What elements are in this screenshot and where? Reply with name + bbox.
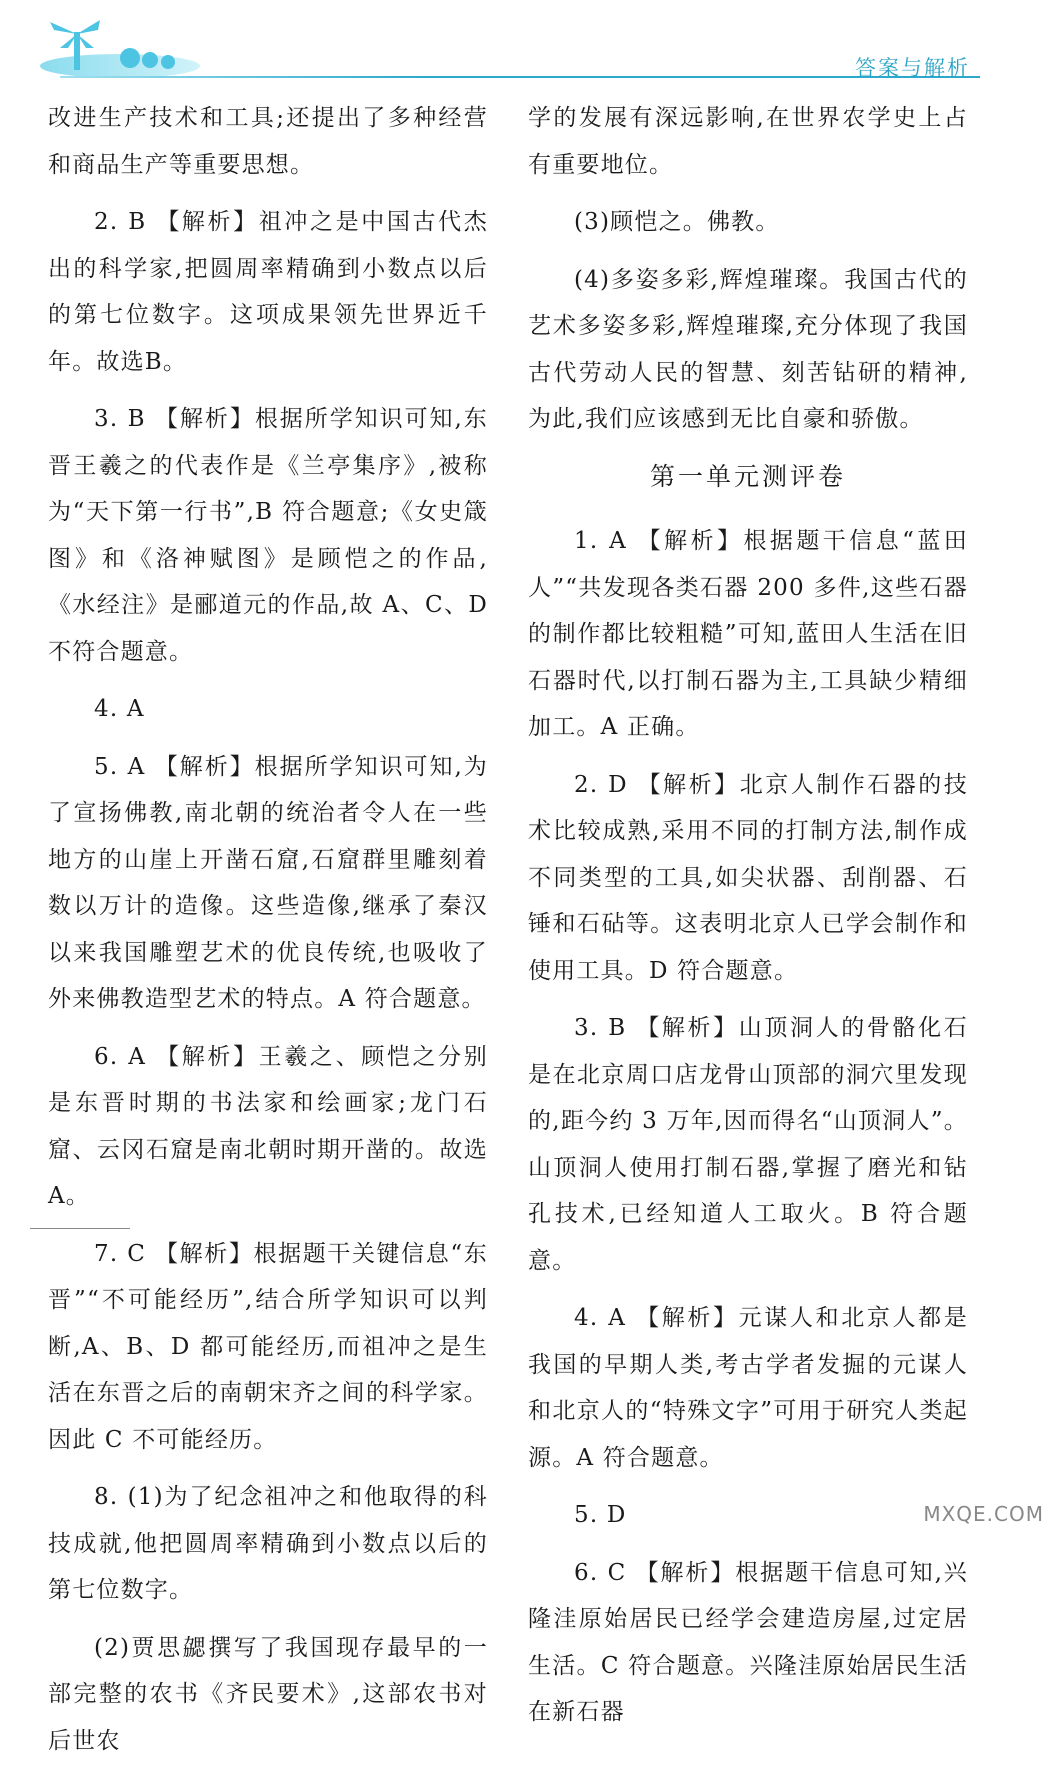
unit-answer-4: 4. A 【解析】元谋人和北京人都是我国的早期人类,考古学者发掘的元谋人和北京人的“特殊文字”可用于研究人类起源。A 符合题意。	[528, 1305, 968, 1471]
answer-8-1: 8. (1)为了纪念祖冲之和他取得的科技成就,他把圆周率精确到小数点以后的第七位数字。	[48, 1484, 488, 1603]
left-divider	[30, 1228, 130, 1229]
answer-3: 3. B 【解析】根据所学知识可知,东晋王羲之的代表作是《兰亭集序》,被称为“天下第一行书”,B 符合题意;《女史箴图》和《洛神赋图》是顾恺之的作品,《水经注》是郦道元的作品,故 A、C、D 不符合题意。	[48, 406, 488, 665]
answer-4: 4. A	[94, 696, 145, 722]
unit-answer-5: 5. D	[574, 1502, 627, 1528]
running-header-title: 答案与解析	[855, 56, 970, 80]
left-column	[48, 95, 488, 1775]
answer-5: 5. A 【解析】根据所学知识可知,为了宣扬佛教,南北朝的统治者令人在一些地方的山崖上开凿石窟,石窟群里雕刻着数以万计的造像。这些造像,继承了秦汉以来我国雕塑艺术的优良传统,也吸收了外来佛教造型艺术的特点。A 符合题意。	[48, 753, 488, 1012]
answer-8-4: (4)多姿多彩,辉煌璀璨。我国古代的艺术多姿多彩,辉煌璀璨,充分体现了我国古代劳动人民的智慧、刻苦钻研的精神,为此,我们应该感到无比自豪和骄傲。	[528, 266, 968, 432]
answer-6: 6. A 【解析】王羲之、顾恺之分别是东晋时期的书法家和绘画家;龙门石窟、云冈石窟是南北朝时期开凿的。故选 A。	[48, 1043, 488, 1209]
answer-2: 2. B 【解析】祖冲之是中国古代杰出的科学家,把圆周率精确到小数点以后的第七位数字。这项成果领先世界近千年。故选B。	[48, 209, 488, 375]
unit-answer-3: 3. B 【解析】山顶洞人的骨骼化石是在北京周口店龙骨山顶部的洞穴里发现的,距今约 3 万年,因而得名“山顶洞人”。山顶洞人使用打制石器,掌握了磨光和钻孔技术,已经知道人工取火。B 符合题意。	[528, 1015, 968, 1274]
right-column	[528, 95, 968, 1747]
header-rule	[60, 76, 980, 78]
windmill-logo-icon	[40, 18, 200, 78]
paragraph: 改进生产技术和工具;还提出了多种经营和商品生产等重要思想。	[48, 105, 488, 178]
section-heading: 第一单元测评卷	[649, 461, 846, 491]
answer-8-3: (3)顾恺之。佛教。	[574, 209, 780, 235]
unit-answer-6: 6. C 【解析】根据题干信息可知,兴隆洼原始居民已经学会建造房屋,过定居生活。C 符合题意。兴隆洼原始居民生活在新石器	[528, 1559, 968, 1725]
unit-answer-1: 1. A 【解析】根据题干信息“蓝田人”“共发现各类石器 200 多件,这些石器的制作都比较粗糙”可知,蓝田人生活在旧石器时代,以打制石器为主,工具缺少精细加工。A 正确。	[528, 528, 968, 740]
paragraph: 学的发展有深远影响,在世界农学史上占有重要地位。	[528, 105, 968, 178]
watermark: MXQE.COM	[923, 1502, 1044, 1526]
page-header	[0, 0, 1062, 90]
answer-8-2: (2)贾思勰撰写了我国现存最早的一部完整的农书《齐民要术》,这部农书对后世农	[48, 1634, 488, 1754]
unit-answer-2: 2. D 【解析】北京人制作石器的技术比较成熟,采用不同的打制方法,制作成不同类型的工具,如尖状器、刮削器、石锤和石砧等。这表明北京人已学会制作和使用工具。D 符合题意。	[528, 771, 968, 984]
answer-7: 7. C 【解析】根据题干关键信息“东晋”“不可能经历”,结合所学知识可以判断,A、B、D 都可能经历,而祖冲之是生活在东晋之后的南朝宋齐之间的科学家。因此 C 不可能经历。	[48, 1240, 488, 1453]
